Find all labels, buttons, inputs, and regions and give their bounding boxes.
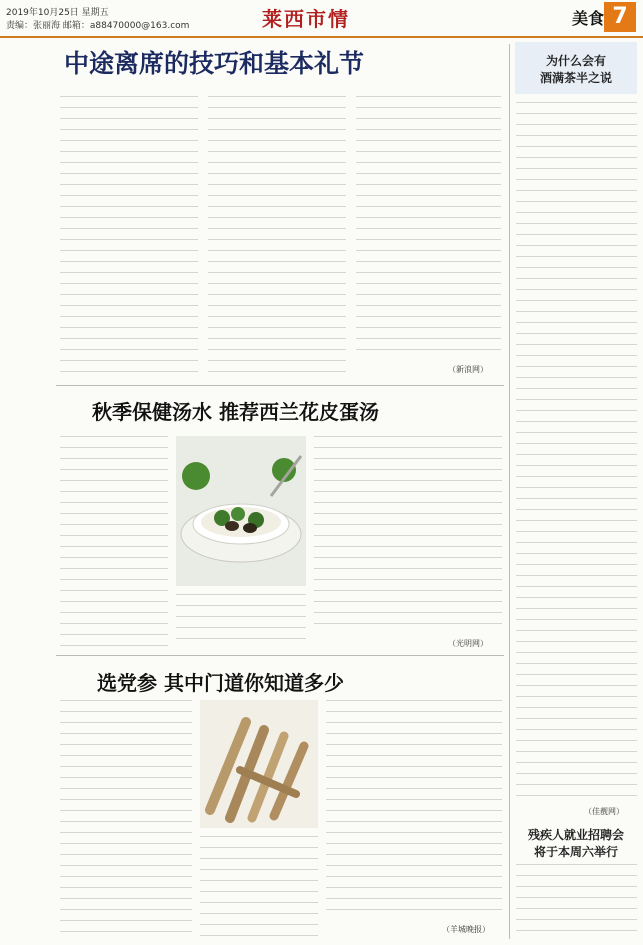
article-credit: （羊城晚报） xyxy=(442,925,490,934)
article-text-placeholder xyxy=(60,436,168,648)
article-title: 中途离席的技巧和基本礼节 xyxy=(64,49,365,78)
article-credit: （新浪网） xyxy=(448,365,488,374)
article-text-placeholder xyxy=(200,836,318,936)
masthead xyxy=(0,0,643,38)
article-text-placeholder xyxy=(60,700,192,936)
article-credit: （光明网） xyxy=(448,639,488,648)
article-text-placeholder xyxy=(208,96,346,376)
soup-bowl-icon xyxy=(176,436,306,586)
article-credit: （佳靓网） xyxy=(584,807,624,816)
sidebar-divider xyxy=(509,44,510,939)
article-title: 秋季保健汤水 推荐西兰花皮蛋汤 xyxy=(92,400,379,424)
article-divider xyxy=(56,655,504,656)
masthead-rule xyxy=(0,36,643,38)
sidebar-title-line: 为什么会有 xyxy=(545,54,606,68)
article-text-placeholder xyxy=(326,700,502,918)
editor-info: 责编：张丽海 邮箱：a88470000@163.com xyxy=(6,21,190,31)
article-divider xyxy=(56,385,504,386)
article-text-placeholder xyxy=(60,96,198,376)
section-name: 美食 xyxy=(572,9,605,28)
sidebar-title-line: 将于本周六举行 xyxy=(533,845,618,859)
paper-name: 莱西市情 xyxy=(262,7,350,31)
article-text-placeholder xyxy=(516,864,637,938)
issue-date: 2019年10月25日 星期五 xyxy=(6,8,109,18)
article-title: 选党参 其中门道你知道多少 xyxy=(97,671,344,695)
sidebar-title-line: 残疾人就业招聘会 xyxy=(527,828,624,842)
article-text-placeholder xyxy=(176,594,306,648)
page-number: 7 xyxy=(604,2,636,32)
article-text-placeholder xyxy=(314,436,502,632)
dangshen-photo xyxy=(200,700,318,828)
dangshen-root-icon xyxy=(200,700,318,828)
soup-photo xyxy=(176,436,306,586)
article-text-placeholder xyxy=(356,96,501,354)
sidebar-title-line: 酒满茶半之说 xyxy=(539,71,612,85)
article-text-placeholder xyxy=(516,102,637,802)
